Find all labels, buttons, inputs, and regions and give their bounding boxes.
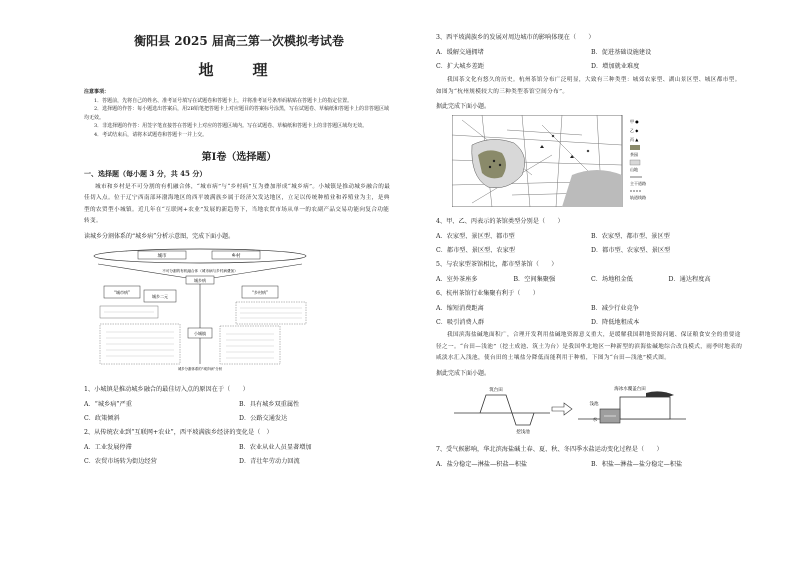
notice-block (84, 88, 394, 140)
legend-item: 丙 ▲ (630, 137, 639, 142)
question-1 (84, 384, 394, 422)
passage-2: 我国茶文化有悠久的历史。杭州茶馆分布广泛明显，大致有三种类型：城郊农家型、湖山景区型、城区都市型。如图为“杭州规模较大的三种类型茶馆空间分布”。 (436, 77, 741, 95)
right-lower-box (220, 326, 280, 364)
village-label: 乡村 (231, 253, 241, 259)
cover-layer (646, 391, 674, 397)
inner-label: 不可分割的有机融合体（城市病与乡村病叠加） (162, 268, 238, 273)
right-top-label: 海冰水覆盖台田 (614, 386, 646, 392)
option-d[interactable]: D．都市型、农家型、景区型 (591, 247, 671, 254)
option-a[interactable]: A．盐分稳定—淋盐—积盐—积盐 (436, 460, 528, 468)
subject-title: 地 理 (198, 61, 280, 79)
notice-item: 3．非选择题的作答：用签字笔直接答在答题卡上对应的答题区域内。写在试题卷、草稿纸和答题卡上的非答题区域均无效。 (94, 123, 368, 130)
left-top-label: 筑台田 (489, 387, 503, 393)
notice-heading: 注意事项： (84, 89, 110, 95)
figure-caption: 城乡分割体系的“城乡病”分析 (177, 366, 223, 371)
question-6 (436, 288, 746, 326)
exam-title: 衡阳县 2025 届高三第一次模拟考试卷 (134, 34, 344, 48)
option-b[interactable]: B．减少行业竞争 (591, 305, 639, 312)
option-d[interactable]: D．青壮年劳动力回流 (239, 457, 300, 465)
city-label: 城市 (157, 253, 167, 259)
box-b-label: 城乡二元 (152, 293, 168, 299)
option-a[interactable]: A．室外茶座多 (436, 276, 478, 283)
option-b[interactable]: B．促进基础设施建设 (591, 49, 652, 56)
question-stem: 3、西平坡满族乡的发展对周边城市的影响体现在（ ） (436, 34, 595, 41)
right-mid-label: 浅池 (589, 401, 599, 407)
option-a[interactable]: A．工业发展停滞 (84, 443, 132, 451)
left-bottom-label: 挖浅池 (516, 429, 530, 435)
passage-1: 城市和乡村是不可分割的有机融合体，“城市病”与“乡村病”互为叠加形成“城乡病”。小城镇是推动城乡融合的最佳切入点。位于辽宁西南部环渤海地区的西平坡满族乡属于经济欠发达地区，立足以传统种植业和养殖业为主，是典型的农贸型小城镇。近几年在“互联网+农业”发展的新趋势下，当地农贸市场从单一的农副产品交易功能向复合功能转变。 (84, 183, 391, 225)
passage-3: 我国滨海盐碱地面积广，合理开发利用盐碱地资源意义重大，是缓解我国耕地资源问题、保证粮食安全的重要途径之一。“台田—浅池”（挖土成池、筑土为台）是我国华北地区一种新型的滨海盐碱地综合改良模式，雨季时地表的咸淡水汇入浅池，使台田的土壤盐分降低而能利用于种植，下图为“台田—浅池”模式图。 (436, 332, 743, 361)
right-column (436, 32, 746, 468)
box-d-label: 小城镇 (194, 330, 206, 336)
box-a-label: “城市病” (113, 289, 131, 295)
option-c[interactable]: C．场地租金低 (591, 276, 633, 283)
option-c[interactable]: C．农贸市场转为街边经营 (84, 457, 157, 465)
legend-item: 乙 ◆ (630, 128, 639, 133)
option-b[interactable]: B．农业从业人员显著增加 (239, 443, 312, 451)
urban-rural-diagram (90, 246, 315, 371)
option-d[interactable]: D．通达程度高 (668, 276, 711, 283)
option-b[interactable]: B．积盐—淋盐—盐分稳定—积盐 (591, 460, 683, 468)
option-a[interactable]: A．缓解交通拥堵 (436, 49, 484, 56)
option-c[interactable]: C．政策倾斜 (84, 414, 120, 422)
left-column (84, 32, 394, 465)
question-stem: 7、受气候影响，华北滨海盐碱土春、夏、秋、冬四季水盐运动变化过程是（ ） (436, 445, 663, 453)
teahouse-map (452, 115, 662, 207)
top-ellipse (94, 249, 306, 263)
notice-item: 4．考试结束后，请将本试题卷和答题卡一并上交。 (94, 131, 208, 138)
question-stem: 6、杭州茶馆行业集聚有利于（ ） (436, 290, 539, 297)
option-a[interactable]: A．缩短消费距离 (436, 305, 484, 312)
question-4 (436, 216, 746, 254)
option-b[interactable]: B．空间集聚强 (513, 276, 556, 283)
option-d[interactable]: D．增加就业难度 (591, 63, 640, 70)
question-stem: 5、与农家型茶馆相比，都市型茶馆（ ） (436, 261, 558, 268)
map-legend (630, 118, 646, 200)
arrow-icon (552, 403, 572, 415)
question-stem: 1、小城镇是推动城乡融合的最佳切入点的原因在于（ ） (84, 385, 249, 393)
legend-item: 主干道路 (630, 181, 646, 186)
part-heading: 一、选择题（每小题 3 分，共 45 分） (84, 168, 207, 178)
ask-1: 读城乡分割体系的“城乡病”分析示意图，完成下面小题。 (84, 232, 235, 240)
option-d[interactable]: D．公路交通发达 (239, 414, 288, 422)
option-c[interactable]: C．都市型、景区型、农家型 (436, 247, 515, 254)
right-side-label: 水 (592, 417, 598, 423)
option-b[interactable]: B．农家型、都市型、景区型 (591, 233, 670, 240)
legend-item: 轨道线路 (630, 195, 646, 200)
question-7 (436, 444, 746, 468)
question-5 (436, 259, 746, 283)
legend-item: 甲 ● (630, 119, 639, 124)
ask-2: 据此完成下面小题。 (436, 103, 491, 110)
pond-shape (512, 413, 534, 425)
question-stem: 2、从传统农业到“互联网+农业”，西平坡满族乡经济的变化是（ ） (84, 428, 273, 436)
question-2 (84, 427, 394, 465)
box-c-label: “乡村病” (251, 289, 269, 295)
center-label: 城乡病 (194, 277, 206, 283)
terrace-pond-diagram (450, 383, 690, 435)
option-a[interactable]: A．农家型、景区型、都市型 (436, 233, 515, 240)
section-heading: 第Ⅰ卷（选择题） (201, 151, 277, 163)
ask-3: 据此完成下面小题。 (436, 369, 491, 377)
terrace-shape (480, 395, 512, 413)
option-a[interactable]: A．“城乡病”严重 (84, 400, 132, 408)
question-3 (436, 32, 746, 70)
terrace-block (620, 397, 670, 419)
option-b[interactable]: B．具有城乡双重属性 (239, 400, 300, 408)
option-c[interactable]: C．扩大城乡差距 (436, 63, 485, 70)
notice-item: 1．答题前，先将自己的姓名、准考证号填写在试题卷和答题卡上，并将准考证号条形码粘贴在答题卡上的指定位置。 (94, 97, 353, 104)
legend-item: 山地 (630, 167, 638, 172)
notice-item: 2．选择题的作答：每小题选出答案后，用2B铅笔把答题卡上对应题目的答案标号涂黑，写在试题卷、草稿纸和答题卡上的非答题区域均无效。 (84, 106, 390, 121)
legend-item: 茶园 (630, 152, 638, 157)
option-d[interactable]: D．降低地租成本 (591, 319, 640, 326)
question-stem: 4、甲、乙、丙表示的茶馆类型分别是（ ） (436, 218, 564, 225)
option-c[interactable]: C．吸引消费人群 (436, 319, 485, 326)
